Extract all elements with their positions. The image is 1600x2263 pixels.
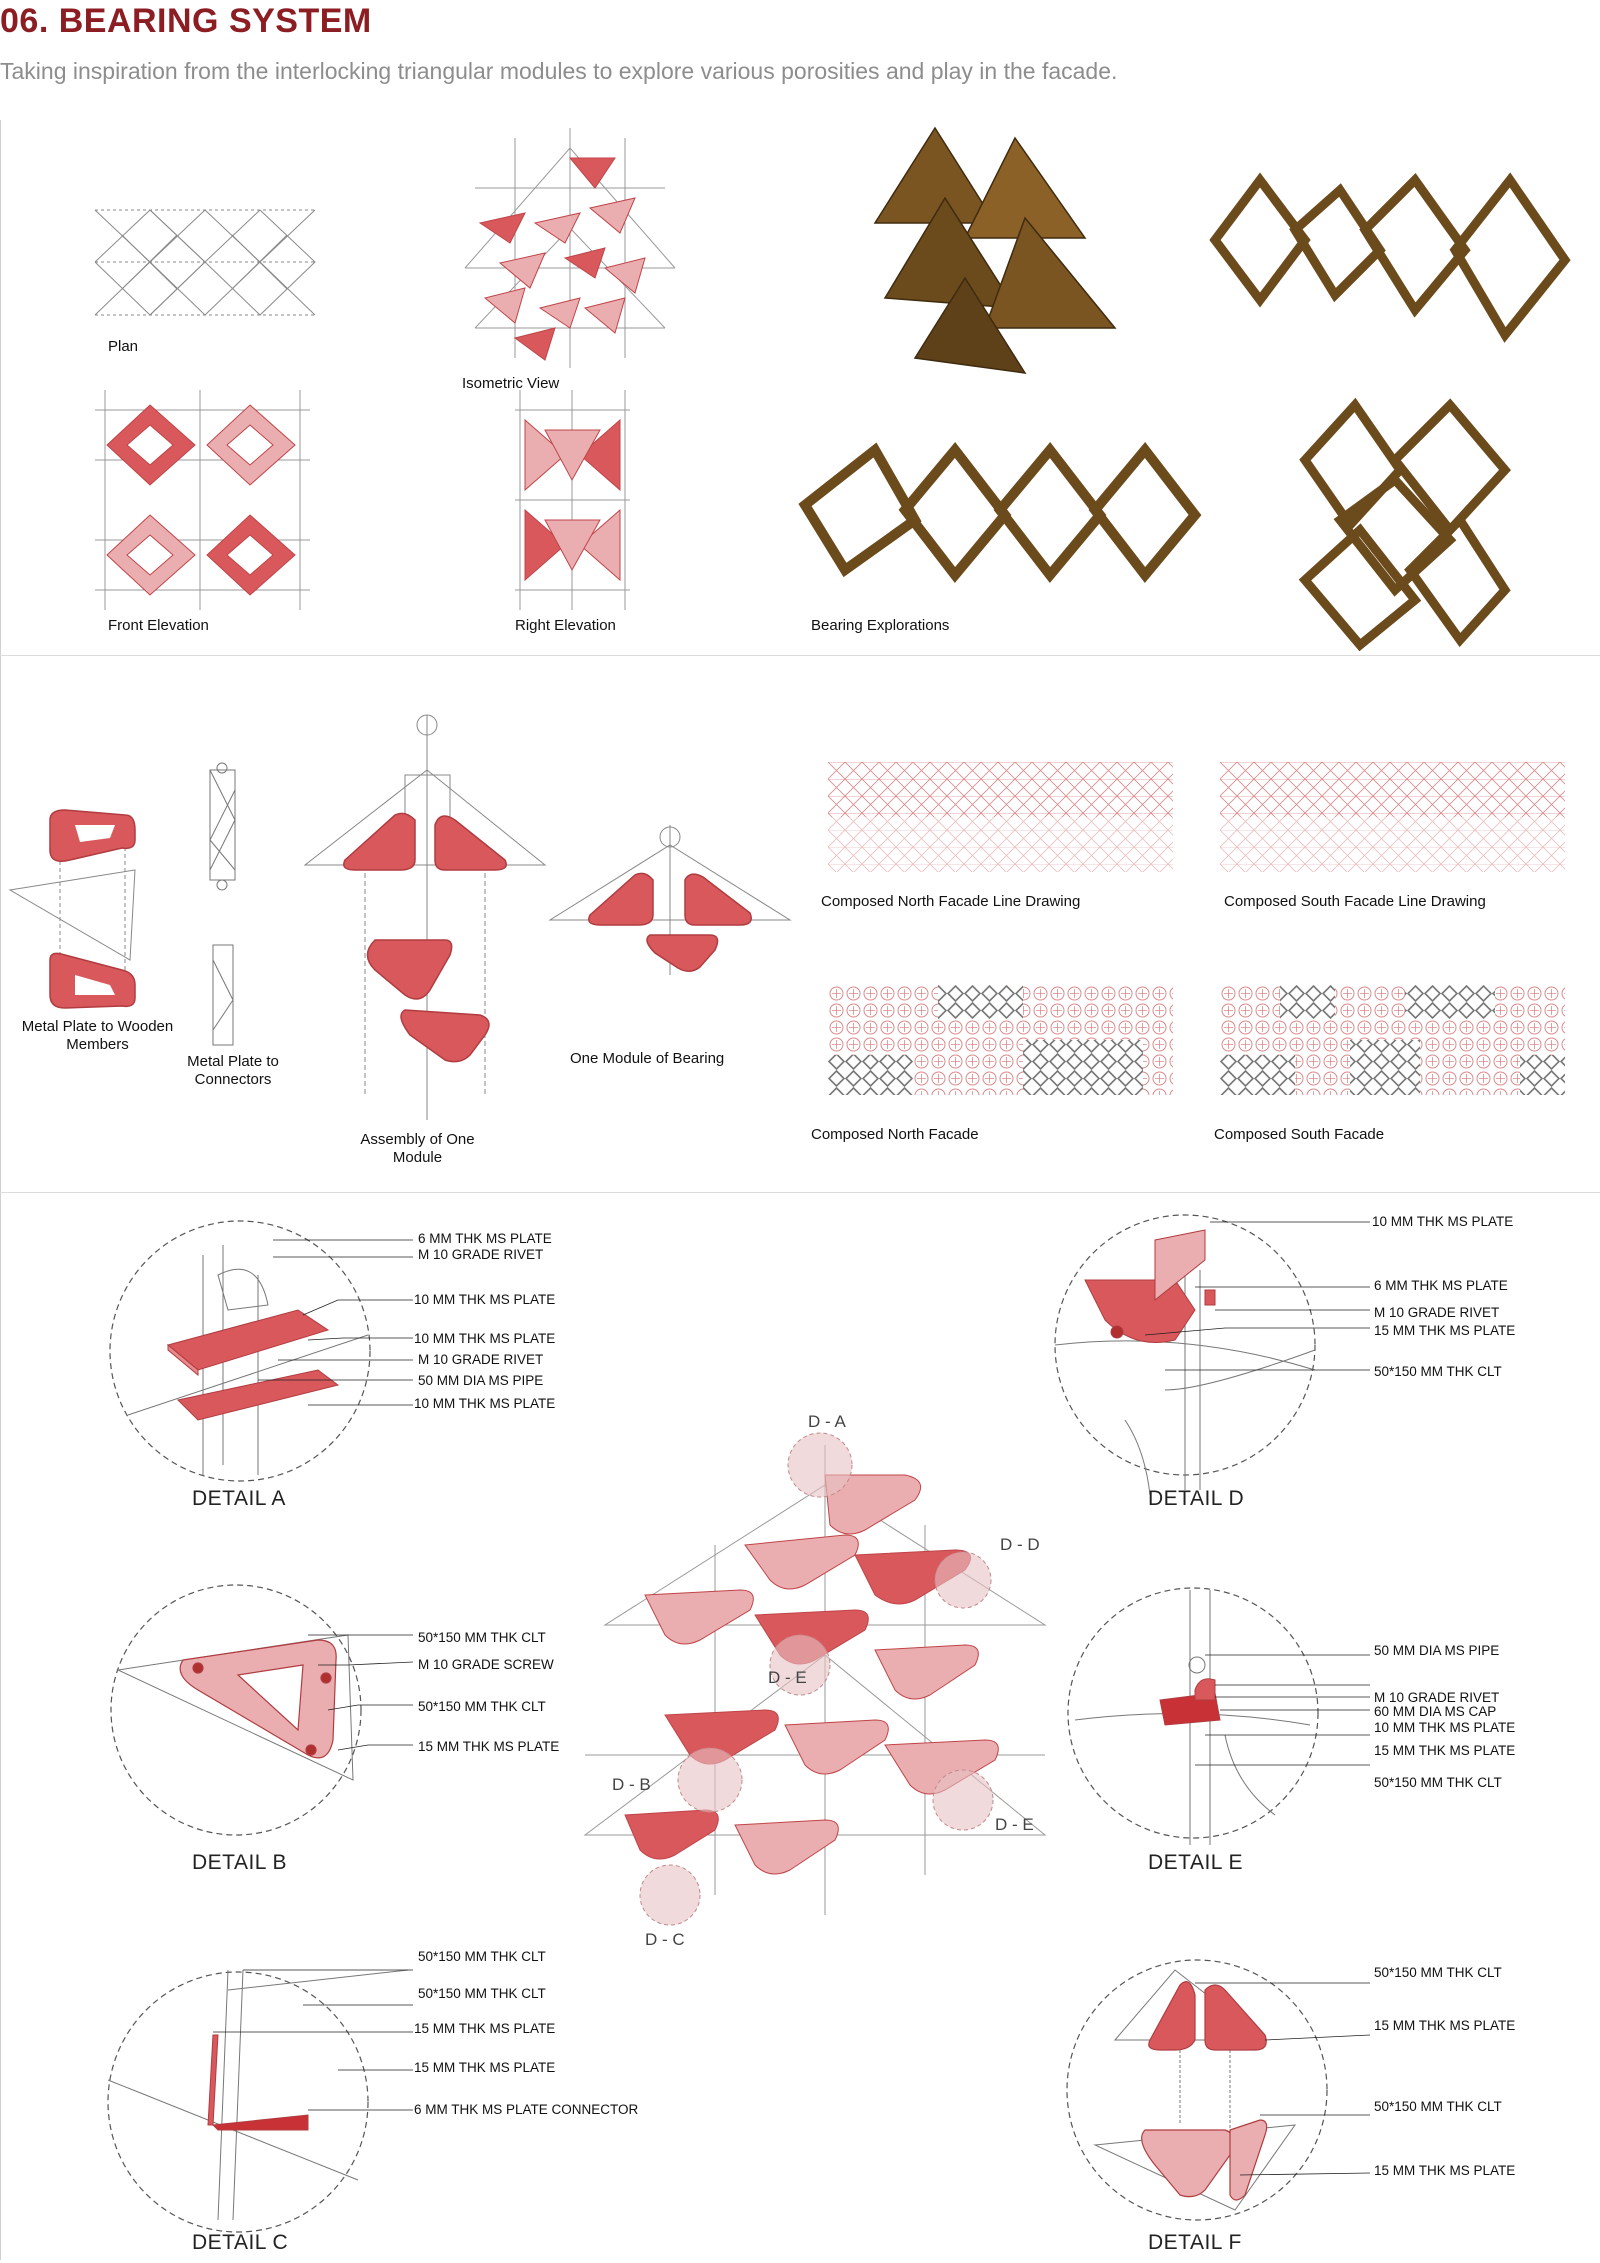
detail-f-callout-2: 15 MM THK MS PLATE (1374, 2018, 1516, 2033)
wood-model-2 (1215, 170, 1570, 345)
detail-e-callout-4: 10 MM THK MS PLATE (1374, 1720, 1516, 1735)
plan-drawing (95, 205, 320, 320)
detail-e-callout-3: 60 MM DIA MS CAP (1374, 1704, 1497, 1719)
caption-right-elevation: Right Elevation (515, 617, 616, 634)
south-facade-drawing (1220, 985, 1565, 1095)
caption-one-module: One Module of Bearing (570, 1050, 725, 1067)
detail-d-callout-5: 50*150 MM THK CLT (1374, 1364, 1502, 1379)
caption-metal-plate-connectors: Metal Plate to Connectors (187, 1053, 279, 1088)
metal-plate-connectors-drawing (205, 760, 240, 1050)
caption-metal-plate-wood: Metal Plate to Wooden Members (21, 1018, 174, 1053)
detail-b-callout-3: 50*150 MM THK CLT (418, 1699, 546, 1714)
caption-bearing-explorations: Bearing Explorations (811, 617, 950, 634)
detail-a-callout-1: 6 MM THK MS PLATE (418, 1231, 552, 1246)
caption-north-facade: Composed North Facade (811, 1126, 979, 1143)
detail-c-callout-5: 6 MM THK MS PLATE CONNECTOR (414, 2102, 639, 2117)
north-facade-drawing (828, 985, 1173, 1095)
detail-c-callout-1: 50*150 MM THK CLT (418, 1949, 546, 1964)
detail-c-title: DETAIL C (192, 2231, 289, 2254)
central-isometric-drawing (585, 1425, 1055, 1925)
detail-a-callout-6: 50 MM DIA MS PIPE (418, 1373, 544, 1388)
south-facade-line-drawing (1220, 762, 1565, 872)
left-border (0, 120, 1, 2260)
detail-d-callout-3: M 10 GRADE RIVET (1374, 1305, 1500, 1320)
detail-f-callout-1: 50*150 MM THK CLT (1374, 1965, 1502, 1980)
marker-d-c: D - C (645, 1930, 685, 1949)
detail-f-callout-4: 15 MM THK MS PLATE (1374, 2163, 1516, 2178)
detail-e-callout-5: 15 MM THK MS PLATE (1374, 1743, 1516, 1758)
detail-b-title: DETAIL B (192, 1851, 288, 1874)
section-divider-2 (0, 1192, 1600, 1193)
detail-f-callout-3: 50*150 MM THK CLT (1374, 2099, 1502, 2114)
detail-c-callout-2: 50*150 MM THK CLT (418, 1986, 546, 2001)
detail-d-title: DETAIL D (1148, 1487, 1245, 1510)
page-subtitle: Taking inspiration from the interlocking triangular modules to explore various porosities and play in the facade. (0, 58, 1118, 84)
detail-f-drawing (1065, 1955, 1535, 2225)
caption-south-facade-line: Composed South Facade Line Drawing (1224, 893, 1486, 910)
caption-front-elevation: Front Elevation (108, 617, 209, 634)
detail-d-callout-4: 15 MM THK MS PLATE (1374, 1323, 1516, 1338)
detail-e-callout-1: 50 MM DIA MS PIPE (1374, 1643, 1500, 1658)
one-module-drawing (550, 825, 790, 975)
metal-plate-wood-drawing (10, 810, 145, 1010)
caption-assembly-module: Assembly of One Module (360, 1131, 475, 1166)
marker-d-e-center: D - E (768, 1668, 807, 1687)
marker-d-e: D - E (995, 1815, 1034, 1834)
detail-a-callout-4: 10 MM THK MS PLATE (414, 1331, 556, 1346)
detail-d-callout-1: 10 MM THK MS PLATE (1372, 1214, 1514, 1229)
front-elevation-drawing (95, 390, 310, 610)
detail-c-callout-3: 15 MM THK MS PLATE (414, 2021, 556, 2036)
detail-b-callout-4: 15 MM THK MS PLATE (418, 1739, 560, 1754)
detail-d-callout-2: 6 MM THK MS PLATE (1374, 1278, 1508, 1293)
detail-e-title: DETAIL E (1148, 1851, 1244, 1874)
detail-f-title: DETAIL F (1148, 2231, 1242, 2254)
caption-north-facade-line: Composed North Facade Line Drawing (821, 893, 1081, 910)
caption-isometric: Isometric View (462, 375, 560, 392)
caption-plan: Plan (108, 338, 139, 355)
detail-a-callout-2: M 10 GRADE RIVET (418, 1247, 544, 1262)
marker-d-d: D - D (1000, 1535, 1040, 1554)
wood-model-3 (805, 445, 1200, 580)
detail-a-drawing (108, 1215, 648, 1495)
wood-model-1 (875, 128, 1115, 373)
caption-south-facade: Composed South Facade (1214, 1126, 1385, 1143)
detail-b-callout-1: 50*150 MM THK CLT (418, 1630, 546, 1645)
section-divider-1 (0, 655, 1600, 656)
detail-b-drawing (108, 1580, 568, 1850)
page-title: 06. BEARING SYSTEM (0, 2, 372, 40)
marker-d-a: D - A (808, 1412, 846, 1431)
wood-model-4 (1300, 400, 1515, 650)
marker-d-b: D - B (612, 1775, 651, 1794)
detail-c-callout-4: 15 MM THK MS PLATE (414, 2060, 556, 2075)
right-elevation-drawing (515, 390, 630, 610)
detail-b-callout-2: M 10 GRADE SCREW (418, 1657, 554, 1672)
north-facade-line-drawing (828, 762, 1173, 872)
detail-a-callout-7: 10 MM THK MS PLATE (414, 1396, 556, 1411)
detail-a-callout-5: M 10 GRADE RIVET (418, 1352, 544, 1367)
detail-e-callout-6: 50*150 MM THK CLT (1374, 1775, 1502, 1790)
detail-c-drawing (108, 1950, 668, 2240)
detail-a-callout-3: 10 MM THK MS PLATE (414, 1292, 556, 1307)
isometric-view-drawing (455, 128, 685, 368)
detail-d-drawing (1055, 1210, 1535, 1495)
detail-a-title: DETAIL A (192, 1487, 286, 1510)
assembly-module-drawing (305, 715, 550, 1125)
detail-e-callout-2: M 10 GRADE RIVET (1374, 1690, 1500, 1705)
